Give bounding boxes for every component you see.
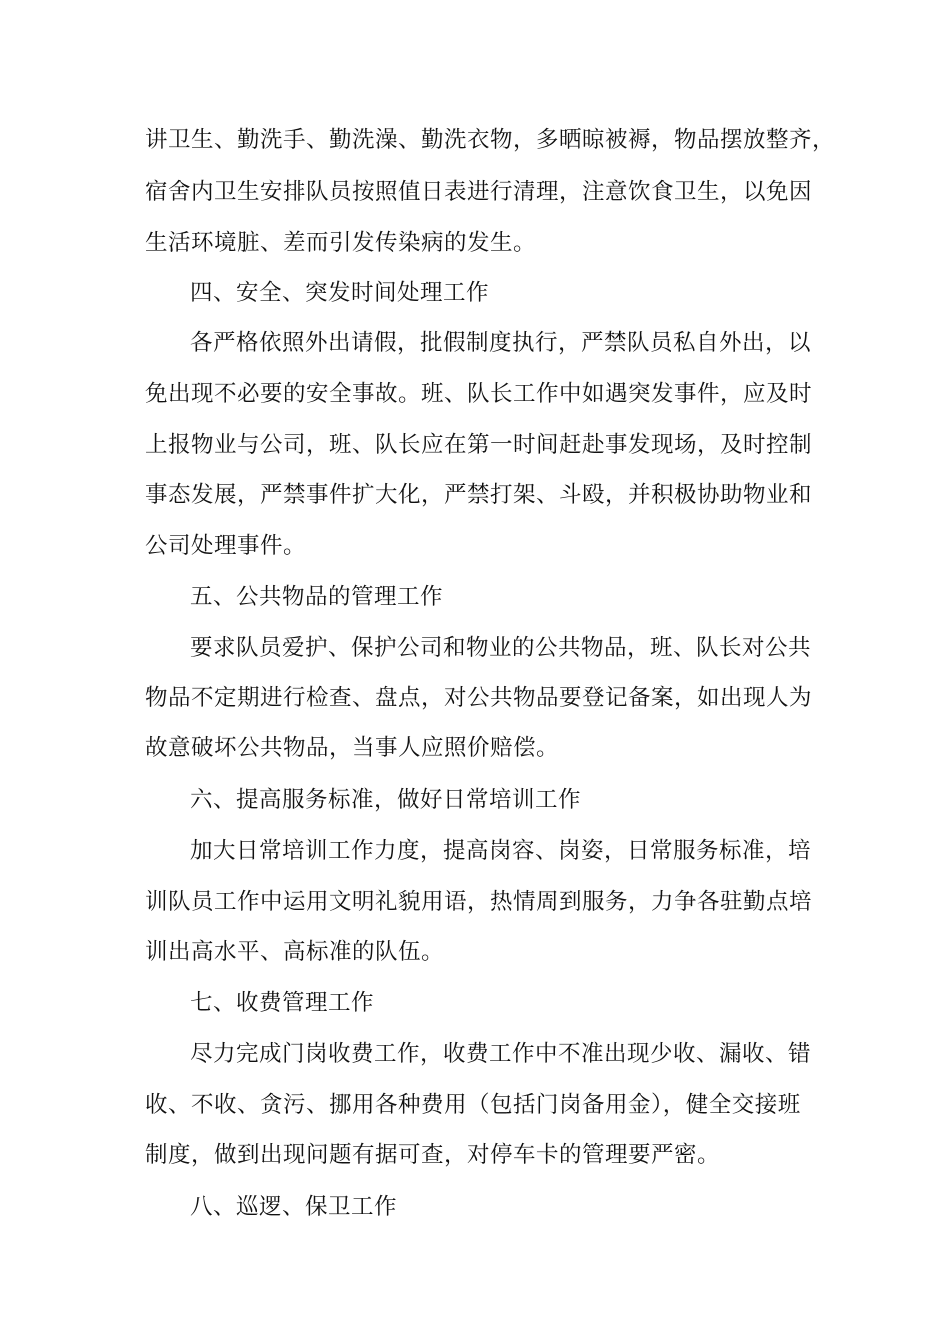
section-heading: 八、巡逻、保卫工作 [190, 1194, 398, 1220]
body-text-line: 各严格依照外出请假，批假制度执行，严禁队员私自外出，以 [190, 330, 812, 356]
body-text-line: 宿舍内卫生安排队员按照值日表进行清理，注意饮食卫生，以免因 [145, 179, 813, 205]
body-text-line: 生活环境脏、差而引发传染病的发生。 [145, 230, 537, 256]
section-heading: 四、安全、突发时间处理工作 [190, 280, 490, 306]
body-text-line: 收、不收、贪污、挪用各种费用（包括门岗备用金），健全交接班 [145, 1092, 801, 1118]
body-text-line: 讲卫生、勤洗手、勤洗澡、勤洗衣物，多晒晾被褥，物品摆放整齐， [145, 127, 836, 153]
body-text-line: 训队员工作中运用文明礼貌用语，热情周到服务，力争各驻勤点培 [145, 889, 813, 915]
body-text-line: 免出现不必要的安全事故。班、队长工作中如遇突发事件，应及时 [145, 381, 813, 407]
body-text-line: 故意破坏公共物品，当事人应照价赔偿。 [145, 735, 560, 761]
body-text-line: 加大日常培训工作力度，提高岗容、岗姿，日常服务标准，培 [190, 838, 812, 864]
body-text-line: 制度，做到出现问题有据可查，对停车卡的管理要严密。 [145, 1142, 721, 1168]
body-text-line: 训出高水平、高标准的队伍。 [145, 939, 445, 965]
body-text-line: 要求队员爱护、保护公司和物业的公共物品，班、队长对公共 [190, 635, 812, 661]
section-heading: 七、收费管理工作 [190, 990, 375, 1016]
body-text-line: 物品不定期进行检查、盘点，对公共物品要登记备案，如出现人为 [145, 685, 813, 711]
body-text-line: 公司处理事件。 [145, 533, 307, 559]
body-text-line: 上报物业与公司，班、队长应在第一时间赶赴事发现场，及时控制 [145, 432, 813, 458]
body-text-line: 事态发展，严禁事件扩大化，严禁打架、斗殴，并积极协助物业和 [145, 482, 813, 508]
section-heading: 六、提高服务标准，做好日常培训工作 [190, 787, 582, 813]
section-heading: 五、公共物品的管理工作 [190, 584, 444, 610]
body-text-line: 尽力完成门岗收费工作，收费工作中不准出现少收、漏收、错 [190, 1041, 812, 1067]
